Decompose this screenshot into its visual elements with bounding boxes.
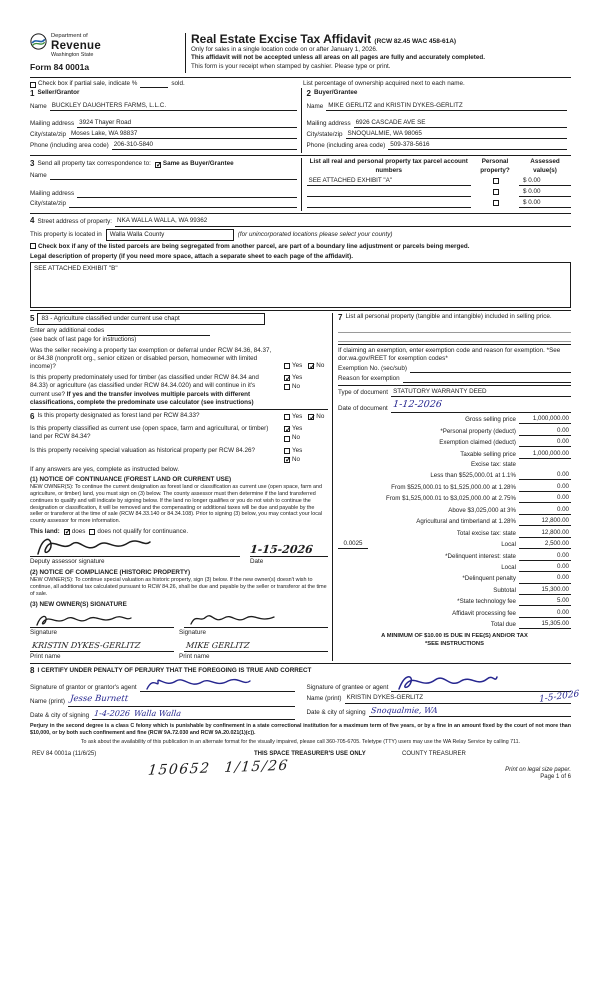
seller-number: 1	[30, 89, 35, 99]
complete-instructions-note: If any answers are yes, complete as instructed below.	[30, 465, 180, 473]
tax-row-value[interactable]: 5.00	[519, 597, 571, 606]
county-note: (for unincorporated locations please select your county)	[237, 230, 393, 238]
tax-computation-column	[332, 313, 571, 661]
signature-label: Signature	[179, 628, 206, 636]
doc-type-field[interactable]: STATUTORY WARRANTY DEED	[391, 388, 571, 397]
new-owner2-signature-field[interactable]	[184, 616, 328, 628]
tax-row-label: From $1,525,000.01 to $3,025,000.00 at 2.75%	[385, 495, 516, 503]
same-as-buyer-checkbox[interactable]	[155, 162, 161, 168]
seller-city-field[interactable]: Moses Lake, WA 98837	[69, 130, 296, 139]
no-label: No	[292, 434, 301, 442]
current-use-yes-checkbox[interactable]	[284, 426, 290, 432]
tax-row	[338, 471, 571, 480]
certify-number: 8	[30, 666, 35, 676]
parcel-numbers-field-2[interactable]	[307, 189, 472, 197]
doc-date-field[interactable]	[391, 399, 571, 412]
exemption-text: If claiming an exemption, enter exemption code and reason for exemption. *See dor.wa.gov/REET for exemption codes*	[338, 346, 561, 362]
grantor-signature-field[interactable]	[140, 681, 295, 692]
buyer-phone-label: Phone (including area code)	[306, 142, 386, 150]
rev-number: REV 84 0001a (11/6/25)	[32, 750, 97, 757]
buyer-city-label: City/state/zip	[306, 131, 343, 138]
tax-row-label: Excise tax: state	[470, 460, 516, 468]
certification-section	[30, 666, 579, 720]
yes-label: Yes	[292, 362, 303, 370]
grantee-name-field[interactable]: KRISTIN DYKES-GERLITZ	[345, 694, 572, 703]
assessor-date-label: Date	[250, 557, 264, 565]
tax-row-label: Gross selling price	[465, 416, 516, 424]
dept-of-label: Department of	[51, 33, 88, 39]
historic-no-checkbox[interactable]	[284, 457, 290, 463]
new-owner1-signature	[34, 611, 134, 629]
correspondence-number: 3	[30, 159, 35, 169]
tax-row-label: Local	[501, 564, 516, 572]
tax-row-label: Local	[501, 541, 516, 549]
treasurer-space-label: THIS SPACE TREASURER'S USE ONLY	[254, 750, 366, 757]
predominate-use-question	[30, 374, 280, 407]
page-number: Page 1 of 6	[540, 774, 571, 781]
yes-label: Yes	[292, 413, 303, 421]
new-owner-signature-title: (3) NEW OWNER(S) SIGNATURE	[30, 600, 127, 608]
seller-mailing-field[interactable]: 3924 Thayer Road	[77, 119, 296, 128]
assessor-date-field[interactable]	[249, 542, 328, 557]
certify-statement: I CERTIFY UNDER PENALTY OF PERJURY THAT THE FOREGOING IS TRUE AND CORRECT	[37, 667, 312, 675]
personal-property-header: Personal property?	[480, 158, 510, 174]
tax-row	[338, 552, 571, 561]
tax-row	[338, 597, 571, 606]
buyer-name-label: Name	[306, 102, 324, 110]
tax-row-label: *Personal property (deduct)	[440, 427, 516, 435]
section5-number: 5	[30, 314, 35, 324]
doc-date-label: Date of document	[338, 404, 388, 412]
washington-state-label: Washington State	[51, 52, 94, 59]
tax-row-label: From $525,000.01 to $1,525,000.00 at 1.28%	[391, 483, 516, 491]
section-rule	[30, 409, 328, 410]
ownership-percent-note: List percentage of ownership acquired next to each name.	[303, 80, 465, 88]
tax-row	[338, 586, 571, 595]
current-use-no-checkbox[interactable]	[284, 436, 290, 442]
notice-continuance-body: NEW OWNER(S): To continue the current designation as forest land or classification as current use (open space, farm and agriculture, or timber) land, you must sign on (3) below. The county assessor must then determine if the land transferred continues to qualify and will indicate by signing below. If the land no longer qualifies or you do not wish to continue the designation or classification, it will be removed and the compensating or additional taxes will be due and payable by the seller or transferor at the time of sale (RCW 84.33.140 or 84.34.108). Prior to signing (3) below, you may contact your local county assessor for more information.	[30, 484, 323, 525]
tax-row-value[interactable]: 0.00	[519, 552, 571, 561]
tax-row-value[interactable]: 2,500.00	[519, 540, 571, 549]
assessed-value-header: Assessed value(s)	[530, 158, 560, 174]
new-owner1-print-value: KRISTIN DYKES-GERLITZ	[31, 640, 141, 650]
grantee-signature-field[interactable]	[391, 681, 571, 692]
tax-row-value[interactable]: 0.00	[519, 609, 571, 618]
partial-sale-row	[30, 80, 571, 88]
personal-property-list-field[interactable]	[338, 333, 571, 342]
signature-label: Signature	[30, 628, 57, 636]
current-use-question: Is this property classified as current use (open space, farm and agricultural, or timber) land per RCW 84.34?	[30, 425, 269, 441]
grantee-city-value: Snoqualmie, WA	[370, 705, 438, 715]
new-owner2-print-field[interactable]	[184, 641, 328, 652]
exemption-reason-field[interactable]	[403, 375, 571, 383]
tax-row-label: Above $3,025,000 at 3%	[448, 506, 516, 514]
use-code-select[interactable]: 83 - Agriculture classified under current use chapt	[37, 313, 265, 325]
seller-name-field[interactable]: BUCKLEY DAUGHTERS FARMS, L.L.C.	[50, 102, 297, 111]
excise-tax-rows	[338, 415, 571, 629]
new-owner1-signature-field[interactable]	[30, 616, 174, 628]
grantor-date-label: Date & city of signing	[30, 711, 90, 719]
grantee-date-field[interactable]	[369, 706, 571, 717]
tax-row-label: *Delinquent penalty	[462, 575, 516, 583]
legal-size-note: Print on legal size paper.	[505, 766, 571, 773]
seller-phone-label: Phone (including area code)	[30, 142, 109, 150]
seller-mailing-label: Mailing address	[30, 119, 75, 127]
buyer-mailing-field[interactable]: 6926 CASCADE AVE SE	[354, 119, 567, 128]
personal-property-list-field[interactable]	[338, 324, 571, 333]
predominate-yes-checkbox[interactable]	[284, 375, 290, 381]
buyer-title: Buyer/Grantee	[313, 89, 358, 97]
assessed-value-field-1[interactable]: $ 0.00	[519, 177, 571, 186]
forest-yes-checkbox[interactable]	[284, 414, 290, 420]
tax-row	[338, 483, 571, 492]
exemption-number-field[interactable]	[410, 365, 571, 373]
tax-row-label: Total excise tax: state	[456, 529, 516, 537]
print-name-label: Print name	[179, 652, 210, 660]
yes-label: Yes	[292, 425, 303, 433]
historic-property-question: Is this property receiving special valuation as historical property per RCW 84.26?	[30, 446, 256, 454]
tax-row-label: Exemption claimed (deduct)	[439, 439, 516, 447]
grantee-name-label: Name (print)	[306, 695, 342, 703]
tax-row	[338, 494, 571, 503]
tax-row	[338, 620, 571, 629]
grantor-certification	[30, 678, 295, 719]
grantor-name-value: Jesse Burnett	[69, 694, 129, 705]
section-rule	[30, 310, 571, 311]
parcel-row	[307, 188, 572, 197]
tax-row-value[interactable]: 0.00	[519, 506, 571, 515]
parcel-numbers-field[interactable]: SEE ATTACHED EXHIBIT "A"	[307, 177, 472, 186]
legal-description-value: SEE ATTACHED EXHIBIT "B"	[34, 265, 118, 273]
correspondence-mailing-label: Mailing address	[30, 189, 75, 197]
treasurer-stamp-date: 1/15/26	[223, 757, 290, 777]
forest-no-checkbox[interactable]	[308, 414, 314, 420]
yes-label: Yes	[292, 374, 303, 382]
grantor-city-value: Walla Walla	[133, 708, 182, 718]
does-not-label: does not qualify for continuance.	[97, 527, 189, 535]
this-land-label: This land:	[30, 527, 60, 535]
additional-codes-field[interactable]	[107, 328, 210, 336]
exemption-number-label: Exemption No. (sec/sub)	[338, 364, 407, 372]
header-note-3: This form is your receipt when stamped by cashier. Please type or print.	[191, 62, 391, 70]
deputy-assessor-signature	[34, 534, 154, 560]
personal-property-checkbox-3[interactable]	[493, 200, 499, 206]
tax-row-value[interactable]: 1,000,000.00	[519, 450, 571, 459]
property-section	[30, 216, 571, 308]
personal-property-checkbox-1[interactable]	[493, 178, 499, 184]
historic-yes-checkbox[interactable]	[284, 448, 290, 454]
no-label: No	[292, 383, 301, 391]
new-owner1-print-field[interactable]	[30, 641, 174, 652]
grantor-name-label: Name (print)	[30, 698, 65, 706]
tax-row-label: Subtotal	[493, 586, 516, 594]
new-owner2-signature	[188, 611, 278, 629]
tax-row-label: Total due	[490, 621, 516, 629]
predominate-use-question-text: Is this property predominately used for timber (as classified under RCW 84.34 and 84.33) or agriculture (as classified under RCW 84.34.020) and will continue in it's current use?	[30, 374, 259, 398]
form-title	[191, 33, 571, 46]
tax-row-value[interactable]: 0.00	[519, 471, 571, 480]
grantee-signature	[395, 671, 500, 695]
county-treasurer-label: COUNTY TREASURER	[402, 750, 466, 757]
personal-property-intro: List all personal property (tangible and intangible) included in selling price.	[345, 313, 552, 321]
segregated-checkbox[interactable]	[30, 243, 36, 249]
buyer-section	[301, 88, 572, 153]
tax-local-rate: 0.0025	[338, 540, 368, 549]
form-number: Form 84 0001a	[30, 62, 90, 73]
grantor-date-field[interactable]	[92, 709, 294, 720]
use-classification-column	[30, 313, 332, 661]
notice-compliance-body: NEW OWNER(S): To continue special valuation as historic property, sign (3) below. If the new owner(s) doesn't wish to continue, all additional tax calculated pursuant to RCW 84.26, shall be due and payable by the seller or transferor at the time of sale.	[30, 577, 327, 597]
grantee-certification	[306, 678, 579, 719]
no-label: No	[316, 362, 325, 370]
assessed-value-field-2[interactable]: $ 0.00	[519, 188, 571, 197]
does-label: does	[71, 527, 86, 535]
tax-row-value[interactable]: 12,800.00	[519, 517, 571, 526]
section-rule	[338, 385, 571, 386]
predominate-use-question-bold: If yes and the transfer involves multiple parcels with different classifications, complete the predominate use calculator (see instructions)	[30, 390, 254, 406]
street-address-label: Street address of property:	[37, 218, 113, 226]
section-rule	[30, 155, 571, 156]
grantor-signature-label: Signature of grantor or grantor's agent	[30, 684, 137, 692]
doc-type-label: Type of document	[338, 389, 389, 397]
buyer-city-field[interactable]: SNOQUALMIE, WA 98065	[346, 130, 567, 139]
tax-row	[338, 563, 571, 572]
additional-codes-label: Enter any additional codes	[30, 327, 105, 335]
predominate-no-checkbox[interactable]	[284, 384, 290, 390]
tax-row	[338, 574, 571, 583]
notice-compliance-title: (2) NOTICE OF COMPLIANCE (HISTORIC PROPERTY)	[30, 569, 191, 577]
tax-row	[338, 517, 571, 526]
tax-row-value[interactable]: 1,000,000.00	[519, 415, 571, 424]
partial-sale-label: Check box if partial sale, indicate %	[38, 80, 138, 88]
alternate-format-notice: To ask about the availability of this publication in an alternate format for the visually impaired, please call 360-705-6705. Teletype (TTY) users may use the WA Relay Service by calling 711.	[80, 738, 521, 745]
parcel-numbers-header: List all real and personal property tax parcel account numbers	[309, 158, 468, 174]
grantor-name-field[interactable]	[68, 694, 295, 706]
grantee-date-value: 1-5-2026	[538, 689, 579, 706]
seller-phone-field[interactable]: 206-310-5840	[112, 141, 297, 150]
same-as-buyer-label: Same as Buyer/Grantee	[162, 160, 234, 168]
seller-name-label: Name	[30, 102, 47, 110]
tax-row-label: *State technology fee	[457, 598, 516, 606]
section-rule	[30, 213, 571, 214]
correspondence-name-field[interactable]	[50, 172, 297, 180]
forest-land-question: Is this property designated as forest land per RCW 84.33?	[37, 411, 200, 419]
tax-row	[338, 529, 571, 538]
correspondence-name-label: Name	[30, 171, 47, 179]
grantee-signature-label: Signature of grantee or agent	[306, 684, 389, 692]
correspondence-city-field[interactable]	[69, 200, 296, 208]
tax-row-label: Agricultural and timberland at 1.28%	[416, 518, 516, 526]
tax-row-value[interactable]: 0.00	[519, 574, 571, 583]
exemption-block	[338, 347, 571, 384]
buyer-name-field[interactable]: MIKE GERLITZ and KRISTIN DYKES-GERLITZ	[326, 102, 567, 111]
partial-sale-percent-field[interactable]	[140, 81, 168, 88]
tax-row	[338, 506, 571, 515]
tax-row	[338, 540, 571, 549]
partial-sale-checkbox[interactable]	[30, 82, 36, 88]
new-owner2-print-value: MIKE GERLITZ	[185, 640, 250, 650]
located-in-label: This property is located in	[30, 230, 102, 238]
correspondence-section	[30, 158, 571, 211]
assessed-value-field-3[interactable]: $ 0.00	[519, 199, 571, 208]
tax-row	[338, 415, 571, 424]
deputy-assessor-signature-label: Deputy assessor signature	[30, 557, 105, 565]
notice-continuance-title: (1) NOTICE OF CONTINUANCE (FOREST LAND OR CURRENT USE)	[30, 476, 232, 484]
tax-row	[338, 609, 571, 618]
parcel-numbers-field-3[interactable]	[307, 200, 472, 208]
print-name-label: Print name	[30, 652, 61, 660]
buyer-mailing-label: Mailing address	[306, 119, 351, 127]
tax-row-value[interactable]: 15,300.00	[519, 586, 571, 595]
assessor-date-value: 1-15-2026	[249, 542, 314, 556]
section7-number: 7	[338, 313, 343, 323]
grantor-date-value: 1-4-2026	[93, 708, 131, 718]
correspondence-mailing-field[interactable]	[77, 190, 296, 198]
form-header	[30, 33, 571, 75]
tax-row-value[interactable]: 12,800.00	[519, 529, 571, 538]
minimum-due-note: A MINIMUM OF $10.00 IS DUE IN FEE(S) AND/OR TAX	[381, 633, 528, 640]
parcel-row	[307, 199, 572, 208]
grantor-signature	[144, 674, 254, 694]
revenue-wordmark: Revenue	[51, 39, 102, 52]
segregated-label: Check box if any of the listed parcels are being segregated from another parcel, are part of a boundary line adjustment or parcels being merged.	[38, 242, 470, 250]
header-divider	[185, 33, 186, 73]
section-rule	[30, 663, 571, 664]
see-instructions-note: *SEE INSTRUCTIONS	[425, 640, 484, 647]
buyer-phone-field[interactable]: 509-378-5616	[388, 141, 567, 150]
correspondence-city-label: City/state/zip	[30, 200, 67, 208]
agency-block	[30, 33, 180, 73]
section6-number: 6	[30, 411, 35, 421]
tax-row-value[interactable]: 0.00	[519, 483, 571, 492]
form-title-rcw: (RCW 82.45 WAC 458-61A)	[374, 38, 457, 45]
tax-row-value[interactable]: 0.00	[519, 427, 571, 436]
revenue-logo-icon	[30, 33, 47, 50]
exemption-reason-label: Reason for exemption	[338, 375, 400, 383]
property-number: 4	[30, 216, 35, 226]
seller-section	[30, 88, 301, 153]
parcel-table	[301, 158, 572, 211]
no-label: No	[292, 455, 301, 463]
exemption-deferral-question: Was the seller receiving a property tax exemption or deferral under RCW 84.36, 84.37, or 84.38 (nonprofit org., senior citizen or disabled person, homeowner with limited income)?	[30, 346, 272, 371]
treasurer-stamp-number: 150652	[147, 760, 212, 779]
tax-row-label: *Delinquent interest: state	[445, 552, 516, 560]
doc-date-value: 1-12-2026	[392, 399, 443, 411]
street-address-field[interactable]: NKA WALLA WALLA, WA 99362	[115, 217, 571, 226]
no-label: No	[316, 413, 325, 421]
tax-row	[338, 427, 571, 436]
parties-section	[30, 88, 571, 153]
seller-city-label: City/state/zip	[30, 131, 67, 138]
legal-description-field[interactable]	[30, 262, 571, 308]
tax-row-label: Taxable selling price	[460, 450, 516, 458]
tax-row-value[interactable]: 0.00	[519, 494, 571, 503]
partial-sale-sold-label: sold.	[171, 80, 185, 88]
correspondence-send-label: Send all property tax correspondence to:	[37, 160, 151, 168]
seller-title: Seller/Grantor	[37, 89, 80, 97]
grantee-date-label: Date & city of signing	[306, 708, 366, 716]
form-title-text: Real Estate Excise Tax Affidavit	[191, 32, 372, 46]
perjury-notice: Perjury in the second degree is a class C felony which is punishable by confinement in a state correctional institution for a maximum term of five years, or by a fine in an amount fixed by the court of not more than $10,000, or by both such confinement and fine (RCW 9A.72.030 and RCW 9A.20.021(1)(c)).	[30, 722, 571, 736]
tax-row	[338, 438, 571, 447]
tax-row-value[interactable]: 0.00	[519, 563, 571, 572]
tax-row-value[interactable]: 0.00	[519, 438, 571, 447]
exemption-yes-checkbox[interactable]	[284, 363, 290, 369]
header-rule	[30, 77, 571, 78]
yes-label: Yes	[292, 446, 303, 454]
buyer-number: 2	[306, 89, 311, 99]
county-select[interactable]: Walla Walla County	[106, 229, 234, 241]
deputy-assessor-signature-field[interactable]	[30, 545, 240, 557]
tax-row-label: Affidavit processing fee	[452, 609, 516, 617]
exemption-no-checkbox[interactable]	[308, 363, 314, 369]
tax-row-label: Less than $525,000.01 at 1.1%	[430, 472, 516, 480]
header-note-2: This affidavit will not be accepted unless all areas on all pages are fully and accurately completed.	[191, 54, 485, 62]
reet-affidavit-form	[30, 32, 579, 782]
section-rule	[338, 344, 571, 345]
tax-row	[338, 450, 571, 459]
tax-row-value[interactable]: 15,305.00	[519, 620, 571, 629]
header-note-1: Only for sales in a single location code on or after January 1, 2026.	[191, 46, 378, 54]
parcel-row	[307, 177, 572, 186]
tax-row	[338, 461, 571, 469]
additional-codes-note: (see back of last page for instructions)	[30, 335, 137, 343]
personal-property-checkbox-2[interactable]	[493, 189, 499, 195]
legal-description-label: Legal description of property (if you need more space, attach a separate sheet to each page of the affidavit).	[30, 252, 353, 260]
